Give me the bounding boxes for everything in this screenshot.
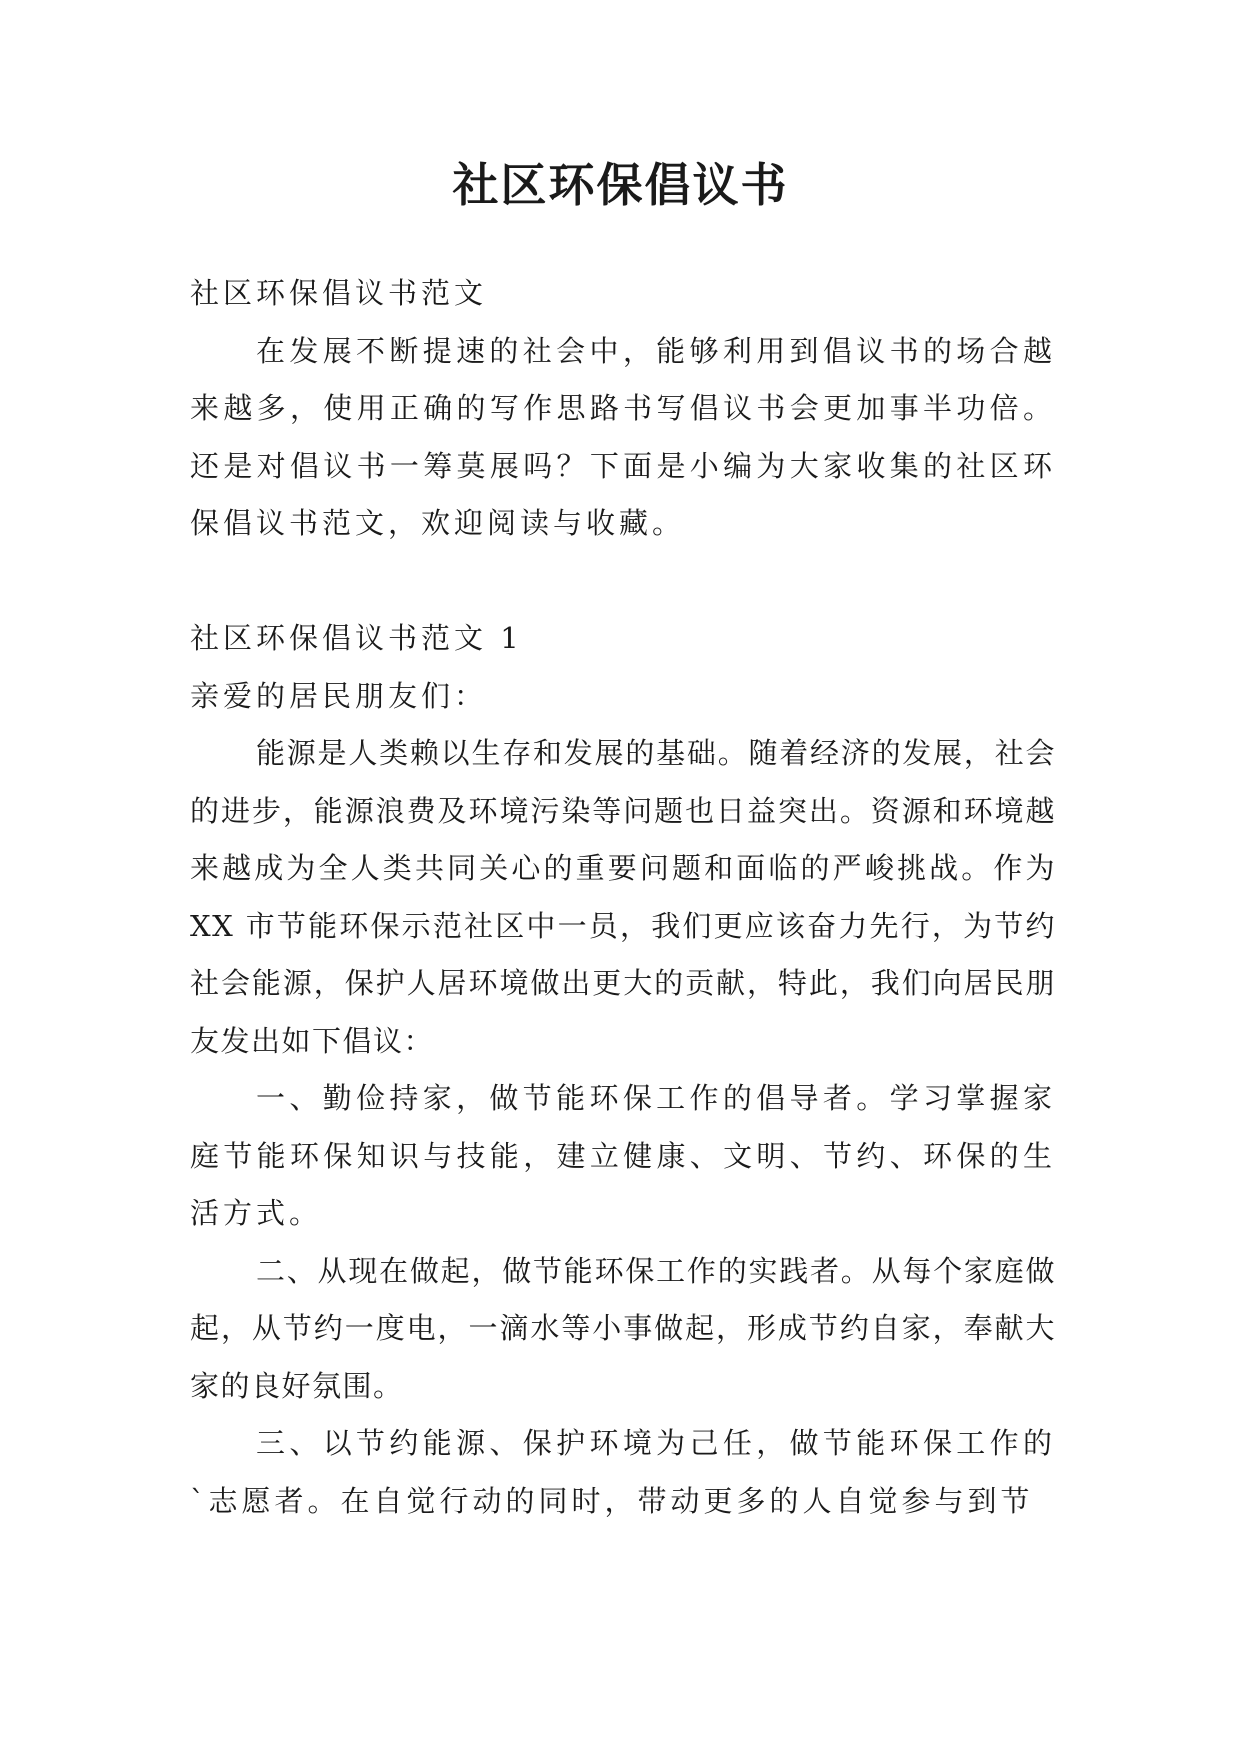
proposal-item-2: 二、从现在做起，做节能环保工作的实践者。从每个家庭做起，从节约一度电，一滴水等小事做起，形成节约自家，奉献大家的良好氛围。	[190, 1253, 1056, 1403]
subtitle: 社区环保倡议书范文	[190, 276, 488, 310]
document-body	[190, 265, 1056, 1530]
intro-paragraph: 在发展不断提速的社会中，能够利用到倡议书的场合越来越多，使用正确的写作思路书写倡议书会更加事半功倍。还是对倡议书一筹莫展吗？下面是小编为大家收集的社区环保倡议书范文，欢迎阅读与收藏。	[190, 333, 1056, 540]
proposal-item-1: 一、勤俭持家，做节能环保工作的倡导者。学习掌握家庭节能环保知识与技能，建立健康、文明、节约、环保的生活方式。	[190, 1081, 1056, 1230]
salutation: 亲爱的居民朋友们：	[190, 678, 488, 713]
body-paragraph: 能源是人类赖以生存和发展的基础。随着经济的发展，社会的进步，能源浪费及环境污染等问题也日益突出。资源和环境越来越成为全人类共同关心的重要问题和面临的严峻挑战。作为 XX 市节能环保示范社区中一员，我们更应该奋力先行，为节约社会能源，保护人居环境做出更大的贡献，特此，我们向居民朋友发出如下倡议：	[190, 736, 1056, 1058]
proposal-item-3: 三、以节约能源、保护环境为己任，做节能环保工作的`志愿者。在自觉行动的同时，带动更多的人自觉参与到节	[190, 1426, 1056, 1518]
document-title: 社区环保倡议书	[452, 158, 789, 212]
section-heading: 社区环保倡议书范文 1	[190, 621, 523, 655]
paragraph-gap	[190, 553, 1056, 611]
